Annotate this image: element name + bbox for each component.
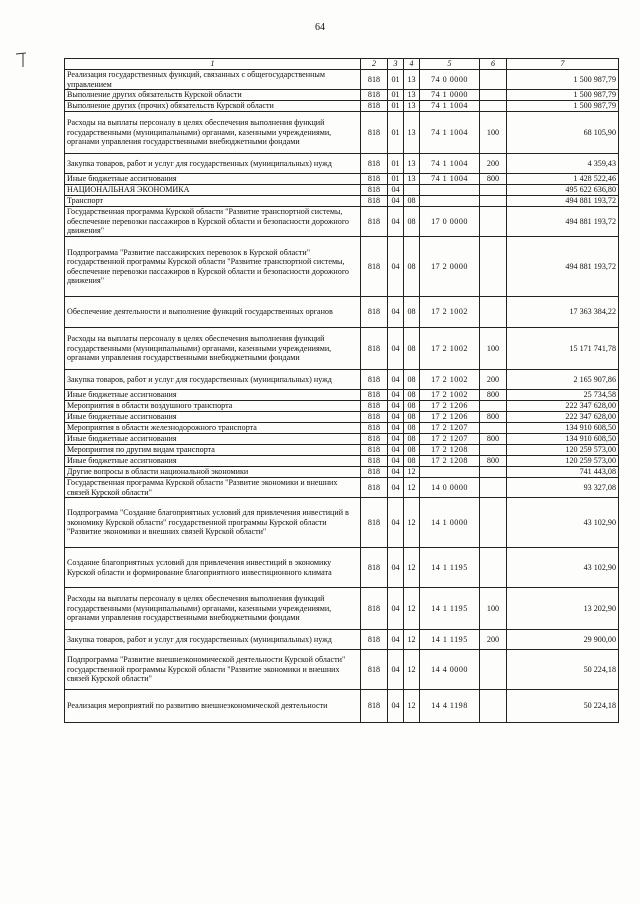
cell-subsection: 13: [404, 174, 420, 185]
cell-expense-type: 200: [480, 370, 507, 390]
cell-section: 04: [388, 478, 404, 498]
table-row: [65, 328, 619, 370]
cell-target-article: 17 2 1002: [420, 297, 480, 328]
cell-grbs: 818: [361, 112, 388, 154]
cell-name: Мероприятия в области воздушного транспорта: [65, 401, 361, 412]
table-row: [65, 630, 619, 650]
cell-section: 04: [388, 196, 404, 207]
cell-target-article: 17 2 1207: [420, 423, 480, 434]
cell-target-article: 17 2 1206: [420, 412, 480, 423]
cell-grbs: 818: [361, 297, 388, 328]
page-number: 64: [315, 22, 325, 33]
budget-table: [64, 58, 619, 723]
cell-subsection: 08: [404, 401, 420, 412]
cell-name: Расходы на выплаты персоналу в целях обеспечения выполнения функций государственными (муниципальными) органами, казенными учреждениями, органами управления государственными внебюджетными фондами: [65, 588, 361, 630]
cell-subsection: 12: [404, 478, 420, 498]
cell-grbs: 818: [361, 434, 388, 445]
cell-grbs: 818: [361, 207, 388, 237]
cell-grbs: 818: [361, 101, 388, 112]
cell-subsection: 12: [404, 630, 420, 650]
table-row: [65, 390, 619, 401]
cell-name: Закупка товаров, работ и услуг для государственных (муниципальных) нужд: [65, 630, 361, 650]
cell-section: 04: [388, 548, 404, 588]
cell-name: Реализация государственных функций, связанных с общегосударственным управлением: [65, 70, 361, 90]
cell-amount: 50 224,18: [507, 690, 619, 723]
cell-amount: 494 881 193,72: [507, 207, 619, 237]
table-row: [65, 196, 619, 207]
cell-grbs: 818: [361, 456, 388, 467]
cell-expense-type: [480, 401, 507, 412]
cell-expense-type: [480, 70, 507, 90]
cell-name: Иные бюджетные ассигнования: [65, 434, 361, 445]
cell-target-article: 74 1 1004: [420, 112, 480, 154]
cell-name: Закупка товаров, работ и услуг для государственных (муниципальных) нужд: [65, 154, 361, 174]
cell-amount: 1 500 987,79: [507, 101, 619, 112]
cell-expense-type: [480, 101, 507, 112]
cell-expense-type: [480, 207, 507, 237]
cell-expense-type: [480, 237, 507, 297]
cell-amount: 43 102,90: [507, 548, 619, 588]
cell-expense-type: [480, 297, 507, 328]
cell-target-article: 17 2 1002: [420, 328, 480, 370]
cell-name: Реализация мероприятий по развитию внешнеэкономической деятельности: [65, 690, 361, 723]
table-row: [65, 412, 619, 423]
cell-name: Расходы на выплаты персоналу в целях обеспечения выполнения функций государственными (муниципальными) органами, казенными учреждениями, органами управления государственными внебюджетными фондами: [65, 112, 361, 154]
cell-expense-type: [480, 467, 507, 478]
margin-pen-mark: [14, 50, 30, 70]
table-row: [65, 498, 619, 548]
cell-name: Транспорт: [65, 196, 361, 207]
cell-expense-type: [480, 90, 507, 101]
cell-section: 04: [388, 456, 404, 467]
cell-subsection: 08: [404, 423, 420, 434]
cell-expense-type: 800: [480, 174, 507, 185]
cell-target-article: 74 1 1004: [420, 174, 480, 185]
cell-expense-type: [480, 445, 507, 456]
cell-target-article: 74 1 0000: [420, 90, 480, 101]
cell-subsection: 13: [404, 112, 420, 154]
table-row: [65, 370, 619, 390]
header-col-7: 7: [507, 59, 619, 70]
cell-subsection: 08: [404, 328, 420, 370]
cell-amount: 495 622 636,80: [507, 185, 619, 196]
cell-grbs: 818: [361, 588, 388, 630]
cell-section: 01: [388, 174, 404, 185]
cell-amount: 4 359,43: [507, 154, 619, 174]
cell-section: 01: [388, 70, 404, 90]
cell-amount: 13 202,90: [507, 588, 619, 630]
cell-name: Подпрограмма "Развитие внешнеэкономической деятельности Курской области" государственной программы Курской области "Развитие экономики и внешних связей Курской области": [65, 650, 361, 690]
header-col-6: 6: [480, 59, 507, 70]
table-row: [65, 154, 619, 174]
cell-target-article: 17 2 1207: [420, 434, 480, 445]
cell-name: Иные бюджетные ассигнования: [65, 456, 361, 467]
cell-grbs: 818: [361, 401, 388, 412]
cell-name: Иные бюджетные ассигнования: [65, 412, 361, 423]
cell-grbs: 818: [361, 70, 388, 90]
cell-expense-type: 100: [480, 328, 507, 370]
cell-grbs: 818: [361, 548, 388, 588]
cell-expense-type: 100: [480, 588, 507, 630]
cell-grbs: 818: [361, 174, 388, 185]
cell-section: 04: [388, 185, 404, 196]
cell-name: Создание благоприятных условий для привлечения инвестиций в экономику Курской области и формирование благоприятного инвестиционного климата: [65, 548, 361, 588]
cell-grbs: 818: [361, 390, 388, 401]
cell-target-article: 14 4 1198: [420, 690, 480, 723]
cell-section: 04: [388, 412, 404, 423]
cell-target-article: 14 1 1195: [420, 588, 480, 630]
cell-amount: 222 347 628,00: [507, 401, 619, 412]
cell-grbs: 818: [361, 478, 388, 498]
cell-section: 01: [388, 101, 404, 112]
table-row: [65, 650, 619, 690]
header-col-2: 2: [361, 59, 388, 70]
cell-target-article: 17 2 1208: [420, 445, 480, 456]
cell-section: 04: [388, 588, 404, 630]
cell-amount: 43 102,90: [507, 498, 619, 548]
cell-amount: 134 910 608,50: [507, 434, 619, 445]
cell-subsection: 12: [404, 690, 420, 723]
cell-grbs: 818: [361, 445, 388, 456]
cell-expense-type: 800: [480, 434, 507, 445]
cell-grbs: 818: [361, 237, 388, 297]
cell-expense-type: [480, 478, 507, 498]
cell-subsection: 08: [404, 297, 420, 328]
cell-section: 04: [388, 297, 404, 328]
cell-target-article: 14 1 1195: [420, 548, 480, 588]
table-row: [65, 297, 619, 328]
cell-target-article: [420, 185, 480, 196]
cell-expense-type: [480, 185, 507, 196]
cell-expense-type: [480, 423, 507, 434]
cell-name: Иные бюджетные ассигнования: [65, 174, 361, 185]
cell-expense-type: 800: [480, 412, 507, 423]
cell-subsection: 08: [404, 370, 420, 390]
table-row: [65, 112, 619, 154]
cell-expense-type: [480, 548, 507, 588]
cell-section: 01: [388, 90, 404, 101]
table-row: [65, 401, 619, 412]
cell-name: Другие вопросы в области национальной экономики: [65, 467, 361, 478]
cell-name: Подпрограмма "Создание благоприятных условий для привлечения инвестиций в экономику Курской области" государственной программы Курской области "Развитие экономики и внешних связей Курской области": [65, 498, 361, 548]
cell-grbs: 818: [361, 370, 388, 390]
table-row: [65, 548, 619, 588]
cell-section: 04: [388, 370, 404, 390]
cell-grbs: 818: [361, 690, 388, 723]
cell-name: НАЦИОНАЛЬНАЯ ЭКОНОМИКА: [65, 185, 361, 196]
cell-grbs: 818: [361, 412, 388, 423]
cell-amount: 15 171 741,78: [507, 328, 619, 370]
cell-name: Государственная программа Курской области "Развитие экономики и внешних связей Курской области": [65, 478, 361, 498]
cell-section: 04: [388, 401, 404, 412]
cell-target-article: 14 0 0000: [420, 478, 480, 498]
cell-grbs: 818: [361, 185, 388, 196]
cell-grbs: 818: [361, 90, 388, 101]
cell-subsection: 08: [404, 456, 420, 467]
cell-amount: 50 224,18: [507, 650, 619, 690]
cell-section: 04: [388, 207, 404, 237]
cell-subsection: 13: [404, 101, 420, 112]
cell-name: Расходы на выплаты персоналу в целях обеспечения выполнения функций государственными (муниципальными) органами, казенными учреждениями, органами управления государственными внебюджетными фондами: [65, 328, 361, 370]
cell-section: 04: [388, 690, 404, 723]
cell-section: 04: [388, 650, 404, 690]
cell-name: Мероприятия в области железнодорожного транспорта: [65, 423, 361, 434]
cell-section: 04: [388, 630, 404, 650]
table-row: [65, 174, 619, 185]
cell-section: 01: [388, 112, 404, 154]
cell-grbs: 818: [361, 196, 388, 207]
cell-target-article: [420, 196, 480, 207]
cell-expense-type: [480, 650, 507, 690]
cell-target-article: 17 2 1206: [420, 401, 480, 412]
table-row: [65, 70, 619, 90]
cell-subsection: 12: [404, 650, 420, 690]
cell-subsection: [404, 185, 420, 196]
cell-amount: 25 734,58: [507, 390, 619, 401]
cell-grbs: 818: [361, 498, 388, 548]
cell-target-article: 14 4 0000: [420, 650, 480, 690]
cell-target-article: 74 1 1004: [420, 154, 480, 174]
cell-section: 04: [388, 467, 404, 478]
cell-expense-type: 200: [480, 154, 507, 174]
table-row: [65, 185, 619, 196]
cell-name: Государственная программа Курской области "Развитие транспортной системы, обеспечение перевозки пассажиров в Курской области и безопасности дорожного движения": [65, 207, 361, 237]
cell-target-article: 14 1 0000: [420, 498, 480, 548]
cell-name: Мероприятия по другим видам транспорта: [65, 445, 361, 456]
cell-section: 04: [388, 237, 404, 297]
cell-subsection: 12: [404, 588, 420, 630]
cell-target-article: 74 0 0000: [420, 70, 480, 90]
header-col-1: 1: [65, 59, 361, 70]
table-row: [65, 237, 619, 297]
cell-expense-type: [480, 690, 507, 723]
cell-section: 01: [388, 154, 404, 174]
cell-expense-type: [480, 498, 507, 548]
cell-target-article: 17 2 0000: [420, 237, 480, 297]
header-row: [65, 59, 619, 70]
cell-subsection: 08: [404, 237, 420, 297]
cell-amount: 120 259 573,00: [507, 445, 619, 456]
header-col-3: 3: [388, 59, 404, 70]
cell-grbs: 818: [361, 467, 388, 478]
cell-section: 04: [388, 498, 404, 548]
cell-subsection: 12: [404, 548, 420, 588]
cell-name: Иные бюджетные ассигнования: [65, 390, 361, 401]
cell-section: 04: [388, 434, 404, 445]
table-row: [65, 445, 619, 456]
cell-grbs: 818: [361, 328, 388, 370]
cell-amount: 494 881 193,72: [507, 237, 619, 297]
cell-target-article: 17 2 1208: [420, 456, 480, 467]
table-row: [65, 588, 619, 630]
cell-amount: 1 500 987,79: [507, 70, 619, 90]
table-row: [65, 478, 619, 498]
cell-amount: 120 259 573,00: [507, 456, 619, 467]
cell-amount: 2 165 907,86: [507, 370, 619, 390]
cell-grbs: 818: [361, 154, 388, 174]
cell-expense-type: 200: [480, 630, 507, 650]
table-row: [65, 456, 619, 467]
cell-subsection: 08: [404, 207, 420, 237]
cell-amount: 1 428 522,46: [507, 174, 619, 185]
cell-subsection: 13: [404, 154, 420, 174]
cell-amount: 17 363 384,22: [507, 297, 619, 328]
cell-amount: 1 500 987,79: [507, 90, 619, 101]
cell-expense-type: 100: [480, 112, 507, 154]
cell-amount: 29 900,00: [507, 630, 619, 650]
cell-subsection: 08: [404, 390, 420, 401]
table-row: [65, 467, 619, 478]
table-row: [65, 434, 619, 445]
cell-subsection: 12: [404, 467, 420, 478]
cell-name: Выполнение других обязательств Курской области: [65, 90, 361, 101]
cell-section: 04: [388, 328, 404, 370]
cell-subsection: 08: [404, 445, 420, 456]
cell-amount: 741 443,08: [507, 467, 619, 478]
table-body: [65, 70, 619, 723]
cell-amount: 134 910 608,50: [507, 423, 619, 434]
cell-section: 04: [388, 445, 404, 456]
table-row: [65, 101, 619, 112]
cell-amount: 93 327,08: [507, 478, 619, 498]
table-row: [65, 423, 619, 434]
table-row: [65, 207, 619, 237]
cell-subsection: 08: [404, 412, 420, 423]
header-col-4: 4: [404, 59, 420, 70]
cell-amount: 494 881 193,72: [507, 196, 619, 207]
cell-expense-type: [480, 196, 507, 207]
cell-grbs: 818: [361, 650, 388, 690]
cell-subsection: 13: [404, 70, 420, 90]
cell-expense-type: 800: [480, 390, 507, 401]
cell-target-article: 14 1 1195: [420, 630, 480, 650]
cell-name: Выполнение других (прочих) обязательств Курской области: [65, 101, 361, 112]
cell-grbs: 818: [361, 423, 388, 434]
cell-amount: 222 347 628,00: [507, 412, 619, 423]
table-row: [65, 90, 619, 101]
cell-target-article: 74 1 1004: [420, 101, 480, 112]
cell-amount: 68 105,90: [507, 112, 619, 154]
cell-subsection: 08: [404, 196, 420, 207]
cell-grbs: 818: [361, 630, 388, 650]
cell-section: 04: [388, 390, 404, 401]
cell-target-article: [420, 467, 480, 478]
cell-section: 04: [388, 423, 404, 434]
cell-subsection: 12: [404, 498, 420, 548]
cell-target-article: 17 2 1002: [420, 390, 480, 401]
cell-target-article: 17 2 1002: [420, 370, 480, 390]
table-row: [65, 690, 619, 723]
cell-target-article: 17 0 0000: [420, 207, 480, 237]
cell-expense-type: 800: [480, 456, 507, 467]
cell-name: Подпрограмма "Развитие пассажирских перевозок в Курской области" государственной программы Курской области "Развитие транспортной системы, обеспечение перевозки пассажиров в Курской области и безопасности дорожного движения": [65, 237, 361, 297]
cell-subsection: 13: [404, 90, 420, 101]
cell-name: Закупка товаров, работ и услуг для государственных (муниципальных) нужд: [65, 370, 361, 390]
header-col-5: 5: [420, 59, 480, 70]
cell-name: Обеспечение деятельности и выполнение функций государственных органов: [65, 297, 361, 328]
cell-subsection: 08: [404, 434, 420, 445]
